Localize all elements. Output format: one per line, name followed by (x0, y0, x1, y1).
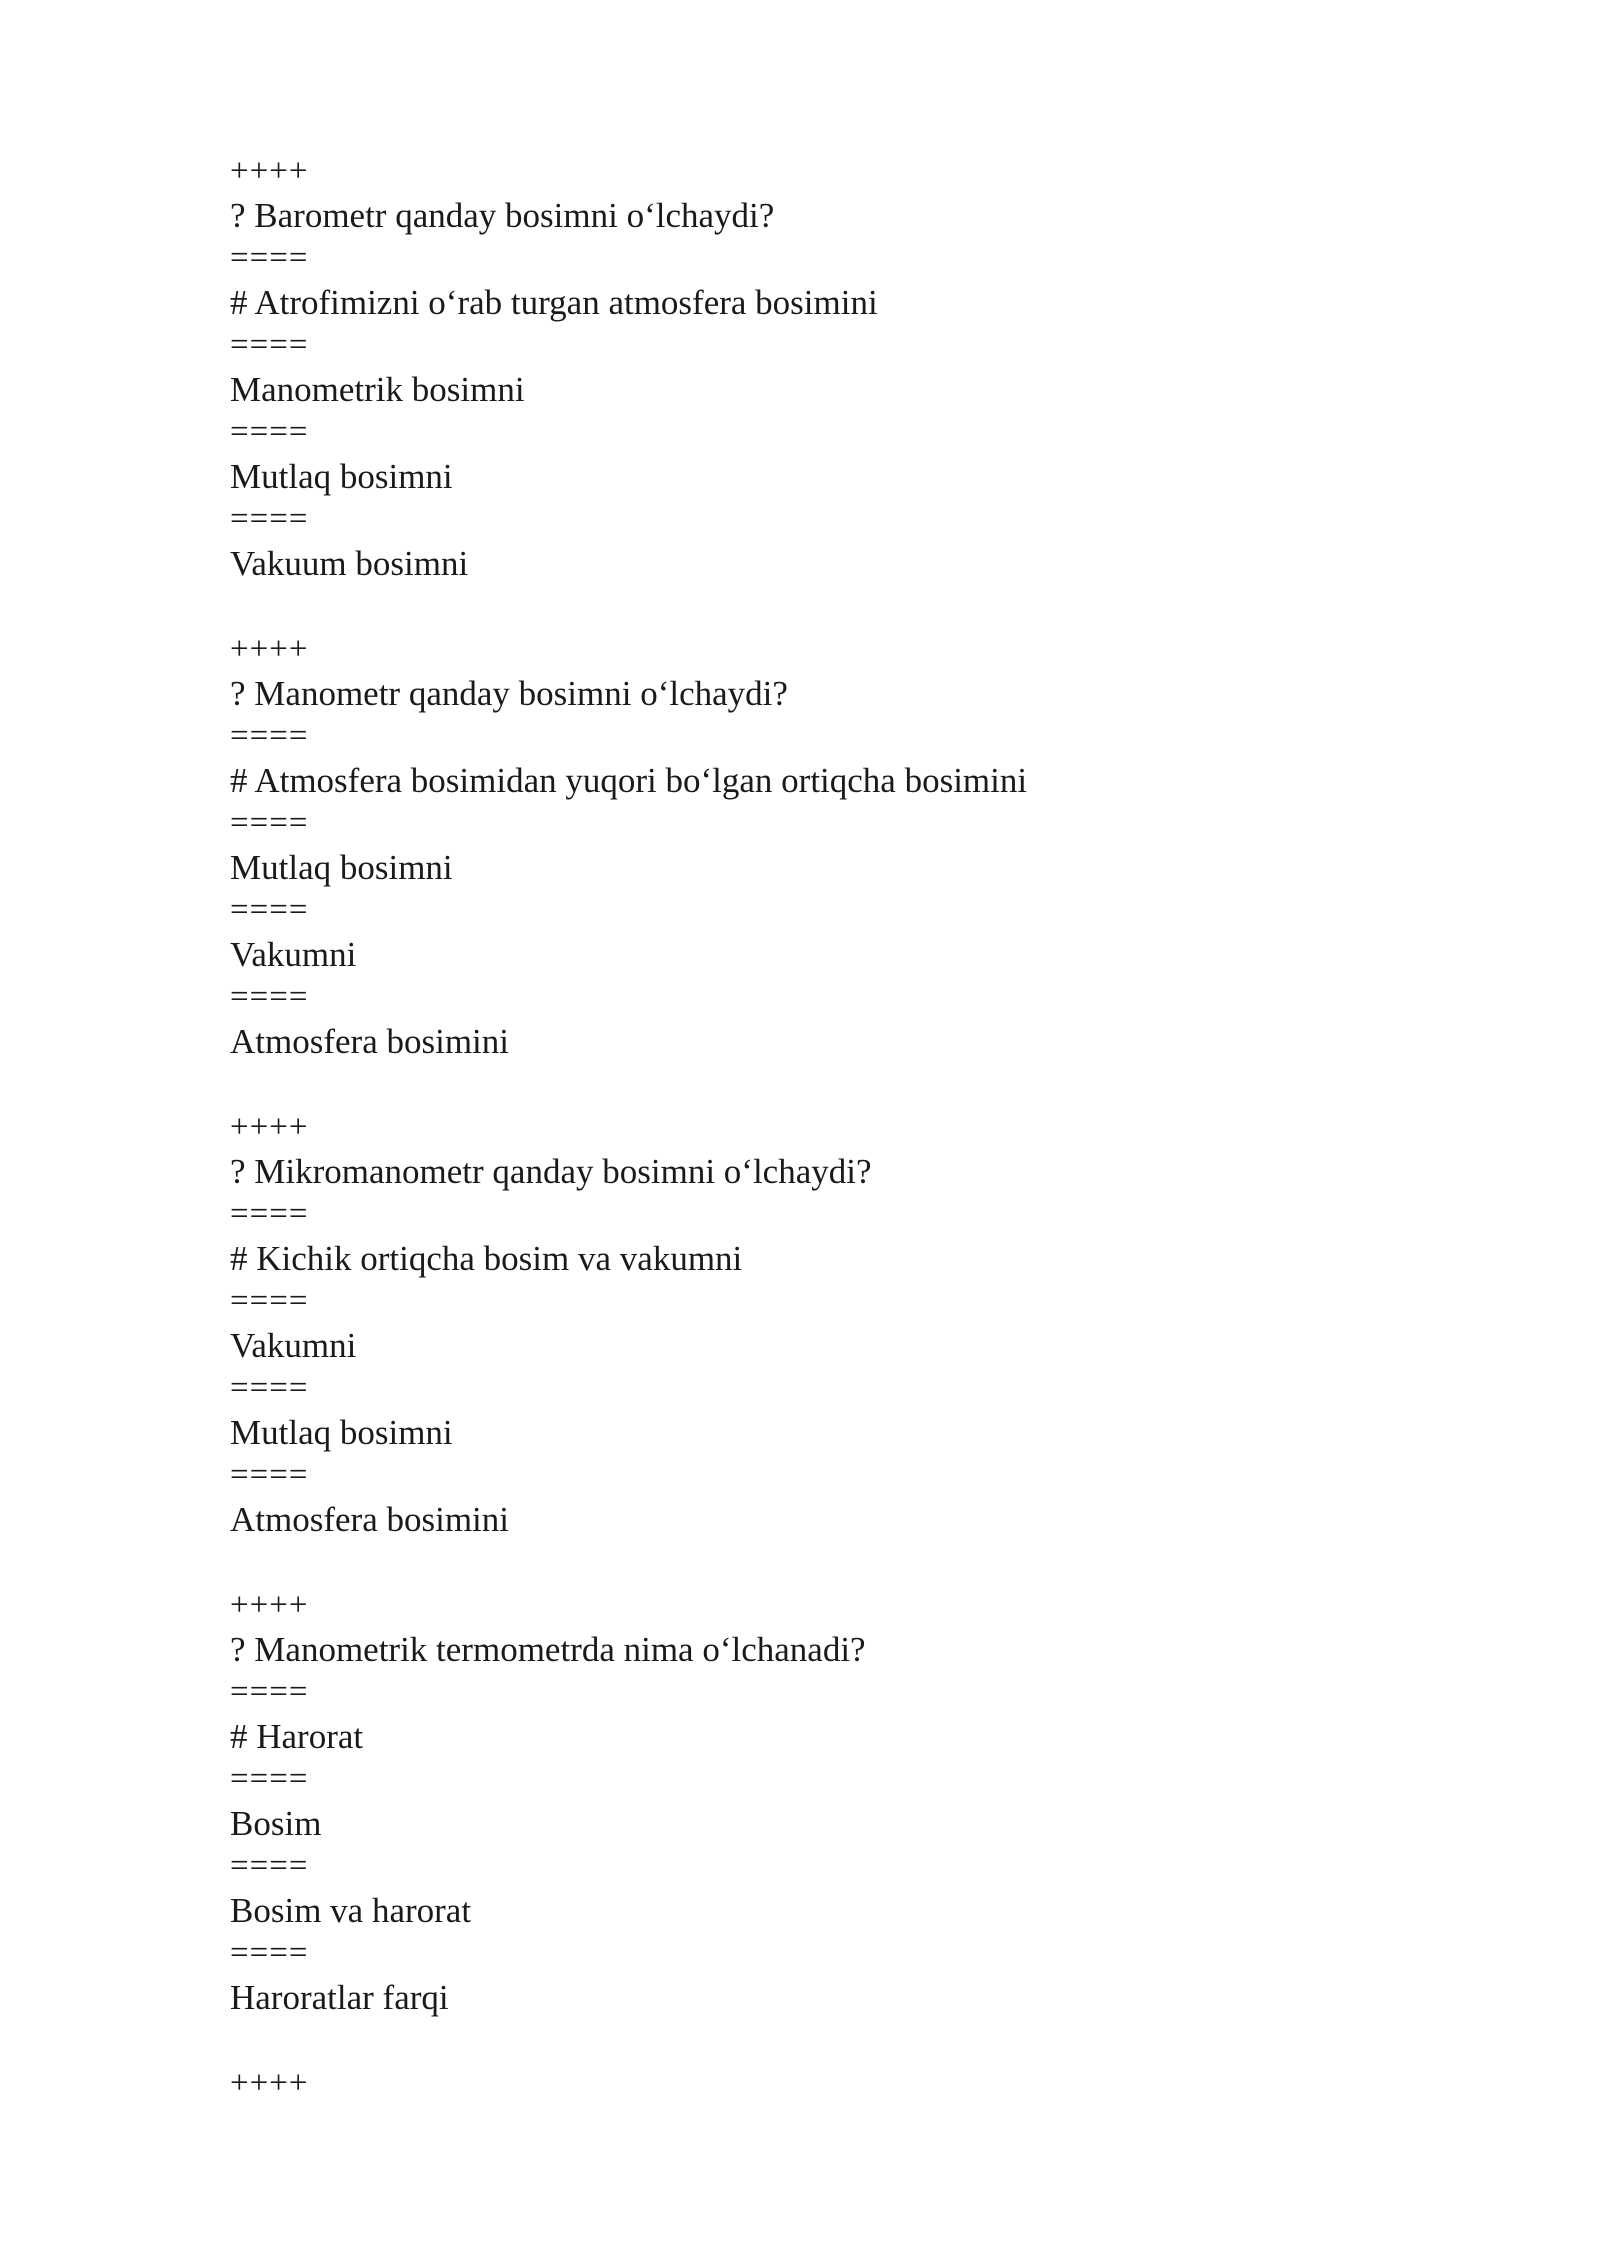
option-separator: ==== (230, 892, 309, 928)
question-text: ? Mikromanometr qanday bosimni o‘lchaydi? (230, 1151, 872, 1191)
correct-option: # Harorat (230, 1716, 364, 1756)
option-separator: ==== (230, 1761, 309, 1797)
option: Vakumni (230, 934, 357, 974)
option: Bosim (230, 1803, 322, 1843)
correct-option: # Kichik ortiqcha bosim va vakumni (230, 1238, 743, 1278)
question-start-marker: ++++ (230, 1587, 309, 1623)
option-separator: ==== (230, 1196, 309, 1232)
option: Vakumni (230, 1325, 357, 1365)
option: Haroratlar farqi (230, 1977, 449, 2017)
option: Vakuum bosimni (230, 543, 469, 583)
option-separator: ==== (230, 327, 309, 363)
question-start-marker: ++++ (230, 1109, 309, 1145)
question-text: ? Barometr qanday bosimni o‘lchaydi? (230, 195, 775, 235)
option-separator: ==== (230, 718, 309, 754)
option-separator: ==== (230, 1674, 309, 1710)
option-separator: ==== (230, 1935, 309, 1971)
option-separator: ==== (230, 979, 309, 1015)
question-text: ? Manometrik termometrda nima o‘lchanadi? (230, 1629, 866, 1669)
option: Atmosfera bosimini (230, 1499, 509, 1539)
option-separator: ==== (230, 1848, 309, 1884)
correct-option: # Atrofimizni o‘rab turgan atmosfera bosimini (230, 282, 878, 322)
option: Mutlaq bosimni (230, 847, 453, 887)
option-separator: ==== (230, 1457, 309, 1493)
option: Atmosfera bosimini (230, 1021, 509, 1061)
question-text: ? Manometr qanday bosimni o‘lchaydi? (230, 673, 788, 713)
question-start-marker: ++++ (230, 153, 309, 189)
question-start-marker: ++++ (230, 631, 309, 667)
option-separator: ==== (230, 1283, 309, 1319)
option: Mutlaq bosimni (230, 1412, 453, 1452)
option: Mutlaq bosimni (230, 456, 453, 496)
question-block-3 (230, 1106, 1430, 1541)
question-start-marker: ++++ (230, 2065, 309, 2101)
trailing-block (230, 2062, 1430, 2106)
option-separator: ==== (230, 414, 309, 450)
document-page (230, 150, 1430, 2149)
option: Bosim va harorat (230, 1890, 472, 1930)
question-block-1 (230, 150, 1430, 585)
correct-option: # Atmosfera bosimidan yuqori bo‘lgan ortiqcha bosimini (230, 760, 1028, 800)
question-block-2 (230, 628, 1430, 1063)
option-separator: ==== (230, 240, 309, 276)
option-separator: ==== (230, 1370, 309, 1406)
option-separator: ==== (230, 501, 309, 537)
question-block-4 (230, 1584, 1430, 2019)
option-separator: ==== (230, 805, 309, 841)
option: Manometrik bosimni (230, 369, 525, 409)
